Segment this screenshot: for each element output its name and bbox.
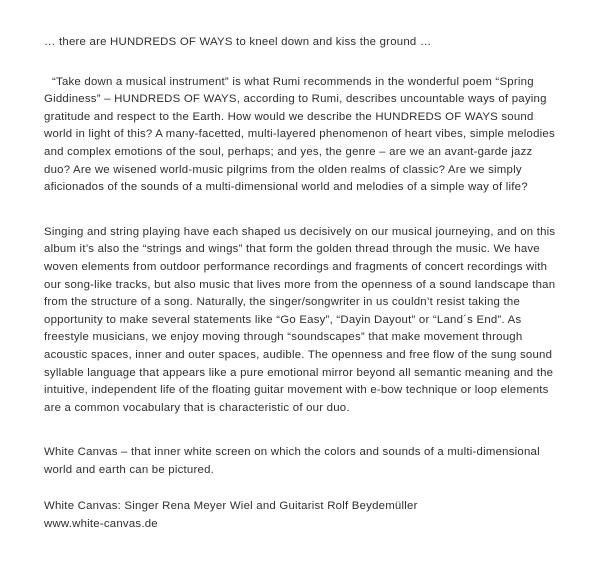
website-url[interactable]: www.white-canvas.de xyxy=(44,518,158,531)
paragraph-white-canvas: White Canvas – that inner white screen on which the colors and sounds of a multi-dimensional world and earth can be pictured. xyxy=(44,446,540,476)
paragraph-rumi: “Take down a musical instrument” is what Rumi recommends in the wonderful poem “Spring Giddiness” – HUNDREDS OF WAYS, according to Rumi, describes uncountable ways of paying gratitude and respect to the Earth. How would we describe the HUNDREDS OF WAYS sound world in light of this? A many-facetted, multi-layered phenomenon of heart vibes, simple melodies and complex emotions of the soul, perhaps; and yes, the genre – are we an avant-garde jazz duo? Are we wisened world-music pilgrims from the olden realms of classic? Are we simply aficionados of the sounds of a multi-dimensional world and melodies of a simple way of life? xyxy=(44,75,555,194)
paragraph-singing-strings: Singing and string playing have each shaped us decisively on our musical journeying, and on this album it’s also the “strings and wings” that form the golden thread through the music. We have woven elements from outdoor performance recordings and fragments of concert recordings with our song-like tracks, but also music that lives more from the openness of a sound landscape than from the structure of a song. Naturally, the singer/songwriter in us couldn’t resist taking the opportunity to make several statements like “Go Easy”, “Dayin Dayout” or “Land´s End”. As freestyle musicians, we enjoy moving through “soundscapes” that make movement through acoustic spaces, inner and outer spaces, audible. The openness and free flow of the sung sound syllable language that appears like a pure emotional mirror beyond all semantic meaning and the intuitive, independent life of the floating guitar movement with e-bow technique or loop elements are a common vocabulary that is characteristic of our duo. xyxy=(44,225,556,414)
paragraph-spacer xyxy=(44,214,556,224)
paragraph-epigraph: … there are HUNDREDS OF WAYS to kneel down and kiss the ground … xyxy=(44,36,432,48)
credit-line: White Canvas: Singer Rena Meyer Wiel and Guitarist Rolf Beydemüller xyxy=(44,500,418,513)
paragraph-spacer-2 xyxy=(44,434,556,444)
